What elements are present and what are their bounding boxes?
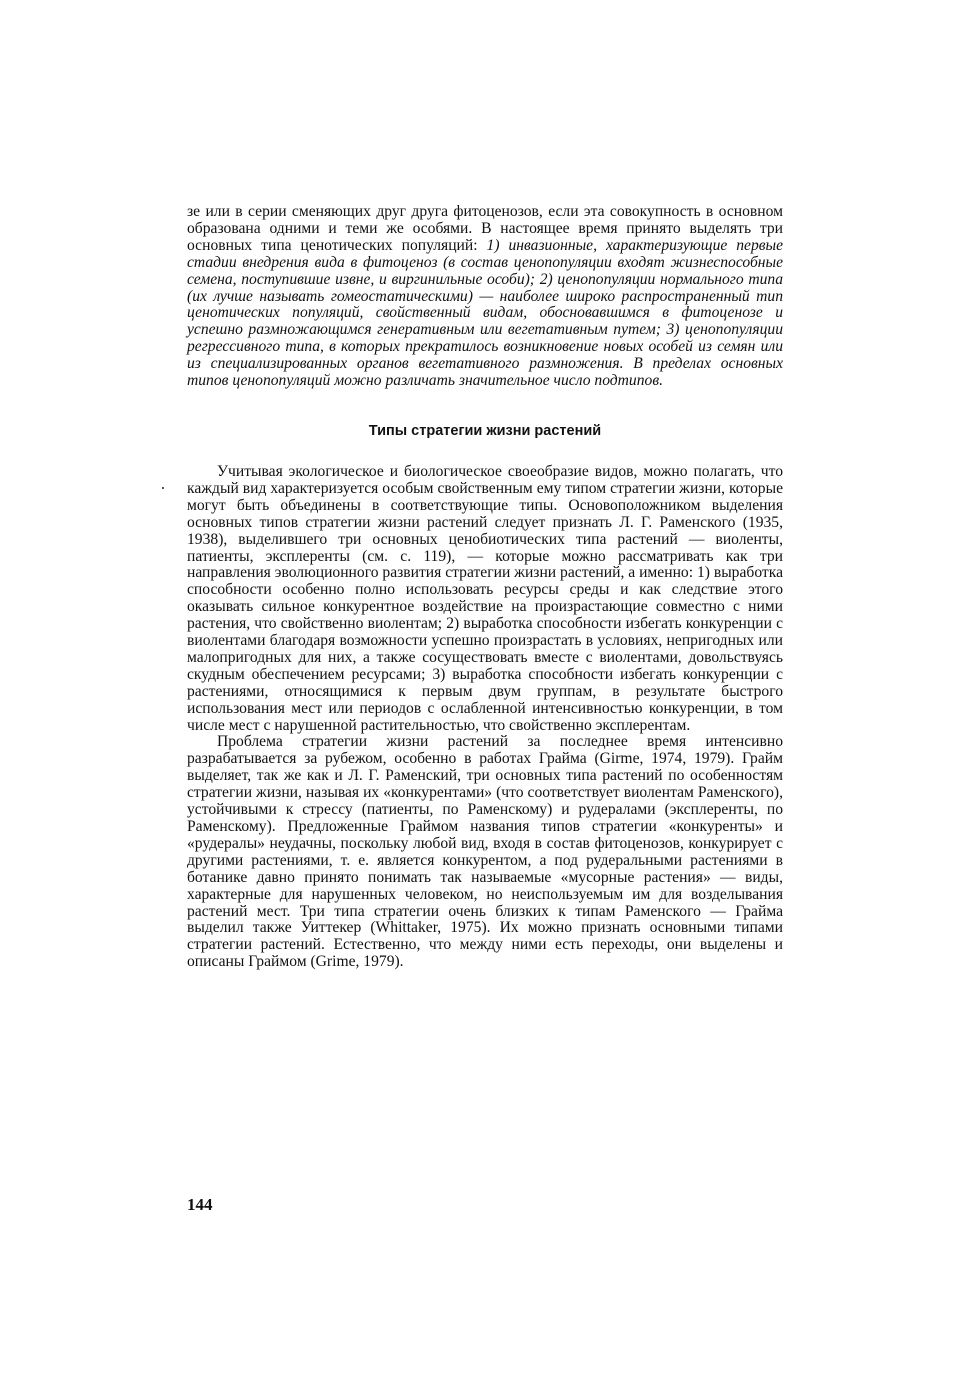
section-paragraph-1: Учитывая экологическое и биологическое своеобразие видов, можно полагать, что каждый вид характеризуется особым свойственным ему типом стратегии жизни, которые могут быть объединены в соответствующие типы. Основоположником выделения основных типов стратегии жизни растений следует признать Л. Г. Раменского (1935, 1938), выделившего три основных ценобиотических типа растений — виоленты, патиенты, эксплеренты (см. с. 119), — которые можно рассматривать как три направления эволюционного развития стратегии жизни растений, а именно: 1) выработка способности особенно полно использовать ресурсы среды и как следствие этого оказывать сильное конкурентное воздействие на произрастающие совместно с ними растения, что свойственно виолентам; 2) выработка способности избегать конкуренции с виолентами благодаря возможности успешно произрастать в условиях, непригодных или малопригодных для них, а также сосуществовать вместе с виолентами, довольствуясь скудным обеспечением ресурсами; 3) выработка способности избегать конкуренции с растениями, относящимися к первым двум группам, в результате быстрого использования мест или периодов с ослабленной интенсивностью конкуренции, в том числе мест с нарушенной растительностью, что свойственно эксплерентам. <box>187 462 783 734</box>
page-body <box>187 204 783 971</box>
intro-paragraph-lead: зе или в серии сменяющих друг друга фитоценозов, если эта совокупность в основном образована одними и теми же особями. В настоящее время принято выделять три основных типа ценотических популяций: <box>187 203 783 254</box>
scan-speck <box>162 487 164 489</box>
section-paragraph-2: Проблема стратегии жизни растений за последнее время интенсивно разрабатывается за рубежом, особенно в работах Грайма (Girme, 1974, 1979). Грайм выделяет, так же как и Л. Г. Раменский, три основных типа растений по особенностям стратегии жизни, называя их «конкурентами» (что соответствует виолентам Раменского), устойчивыми к стрессу (патиенты, по Раменскому) и рудералами (эксплеренты, по Раменскому). Предложенные Граймом названия типов стратегии «конкуренты» и «рудералы» неудачны, поскольку любой вид, входя в состав фитоценозов, конкурирует с другими растениями, т. е. является конкурентом, а под рудеральными растениями в ботанике давно принято понимать так называемые «мусорные растения» — виды, характерные для нарушенных человеком, но неиспользуемым им для возделывания растений мест. Три типа стратегии очень близких к типам Раменского — Грайма выделил также Уиттекер (Whittaker, 1975). Их можно признать основными типами стратегии растений. Естественно, что между ними есть переходы, они выделены и описаны Граймом (Grime, 1979). <box>187 733 783 971</box>
page-number: 144 <box>187 1195 213 1214</box>
intro-paragraph-italic: 1) инвазионные, характеризующие первые стадии внедрения вида в фитоценоз (в состав ценопопуляции входят жизнеспособные семена, поступившие извне, и виргинильные особи); 2) ценопопуляции нормального типа (их лучше называть гомеостатическими) — наиболее широко распространенный тип ценотических популяций, свойственный видам, обосновавшимся в фитоценозе и успешно размножающимся генеративным или вегетативным путем; 3) ценопопуляции регрессивного типа, в которых прекратилось возникновение новых особей из семян или из специализированных органов вегетативного размножения. В пределах основных типов ценопопуляций можно различать значительное число подтипов. <box>187 236 784 390</box>
intro-paragraph <box>187 204 783 390</box>
section-heading: Типы стратегии жизни растений <box>368 422 602 439</box>
